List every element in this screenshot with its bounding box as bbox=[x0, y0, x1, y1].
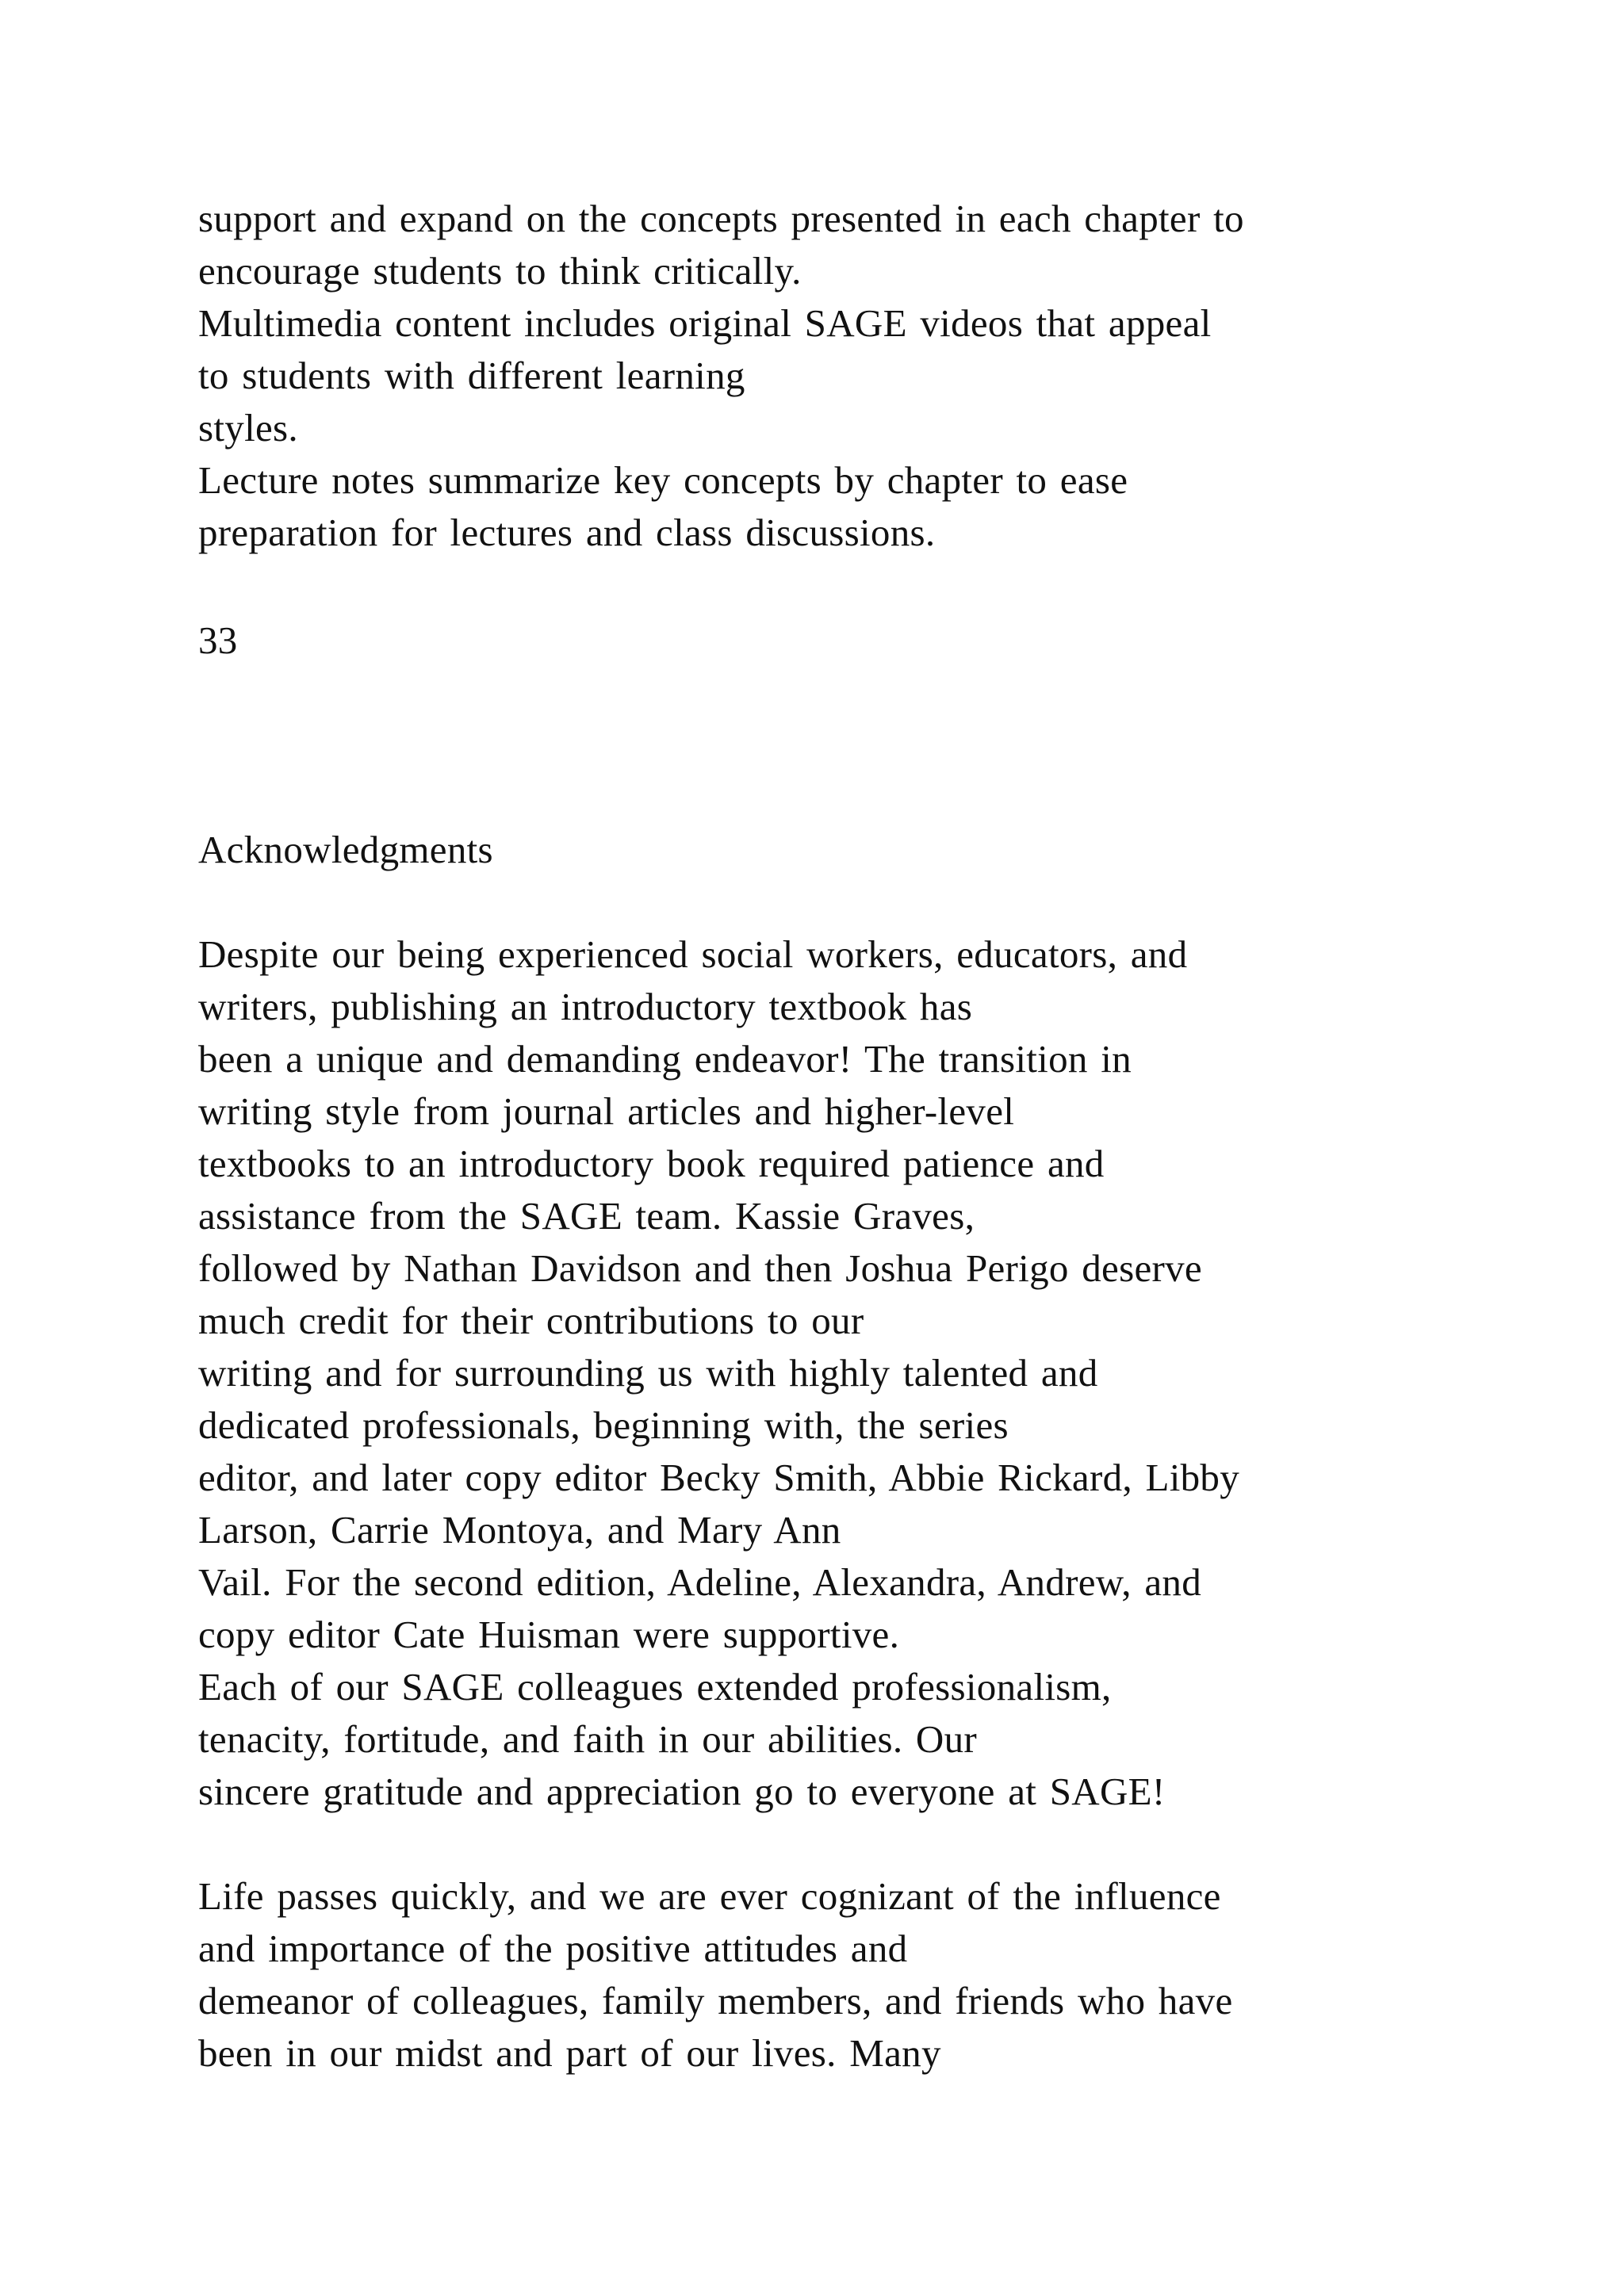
text-line: Each of our SAGE colleagues extended professionalism, bbox=[198, 1665, 1112, 1709]
text-line: textbooks to an introductory book required patience and bbox=[198, 1142, 1105, 1185]
text-line: Vail. For the second edition, Adeline, Alexandra, Andrew, and bbox=[198, 1560, 1202, 1604]
text-line: and importance of the positive attitudes and bbox=[198, 1927, 908, 1970]
text-line: writers, publishing an introductory textbook has bbox=[198, 985, 973, 1028]
section-heading: Acknowledgments bbox=[198, 828, 493, 871]
text-line: Life passes quickly, and we are ever cognizant of the influence bbox=[198, 1874, 1221, 1918]
text-line: Multimedia content includes original SAGE videos that appeal bbox=[198, 301, 1212, 345]
text-line: been in our midst and part of our lives. Many bbox=[198, 2031, 941, 2075]
text-line: assistance from the SAGE team. Kassie Graves, bbox=[198, 1194, 975, 1238]
text-line: support and expand on the concepts presented in each chapter to bbox=[198, 197, 1244, 240]
text-line: preparation for lectures and class discussions. bbox=[198, 511, 936, 554]
text-line: Lecture notes summarize key concepts by chapter to ease bbox=[198, 458, 1128, 502]
text-line: to students with different learning bbox=[198, 354, 745, 397]
text-line: copy editor Cate Huisman were supportive. bbox=[198, 1613, 900, 1656]
text-line: styles. bbox=[198, 406, 298, 450]
text-line: much credit for their contributions to our bbox=[198, 1299, 864, 1342]
text-line: Larson, Carrie Montoya, and Mary Ann bbox=[198, 1508, 841, 1552]
text-line: writing style from journal articles and higher-level bbox=[198, 1089, 1015, 1133]
text-line: sincere gratitude and appreciation go to everyone at SAGE! bbox=[198, 1770, 1166, 1813]
text-line: demeanor of colleagues, family members, and friends who have bbox=[198, 1979, 1233, 2022]
text-line: Despite our being experienced social workers, educators, and bbox=[198, 932, 1188, 976]
text-line: been a unique and demanding endeavor! The transition in bbox=[198, 1037, 1132, 1081]
text-line: followed by Nathan Davidson and then Joshua Perigo deserve bbox=[198, 1246, 1202, 1290]
text-line: editor, and later copy editor Becky Smith, Abbie Rickard, Libby bbox=[198, 1456, 1240, 1499]
text-line: tenacity, fortitude, and faith in our abilities. Our bbox=[198, 1717, 978, 1761]
text-line: dedicated professionals, beginning with, the series bbox=[198, 1403, 1009, 1447]
text-line: encourage students to think critically. bbox=[198, 249, 802, 293]
page-number: 33 bbox=[198, 618, 238, 662]
text-line: writing and for surrounding us with highly talented and bbox=[198, 1351, 1098, 1395]
